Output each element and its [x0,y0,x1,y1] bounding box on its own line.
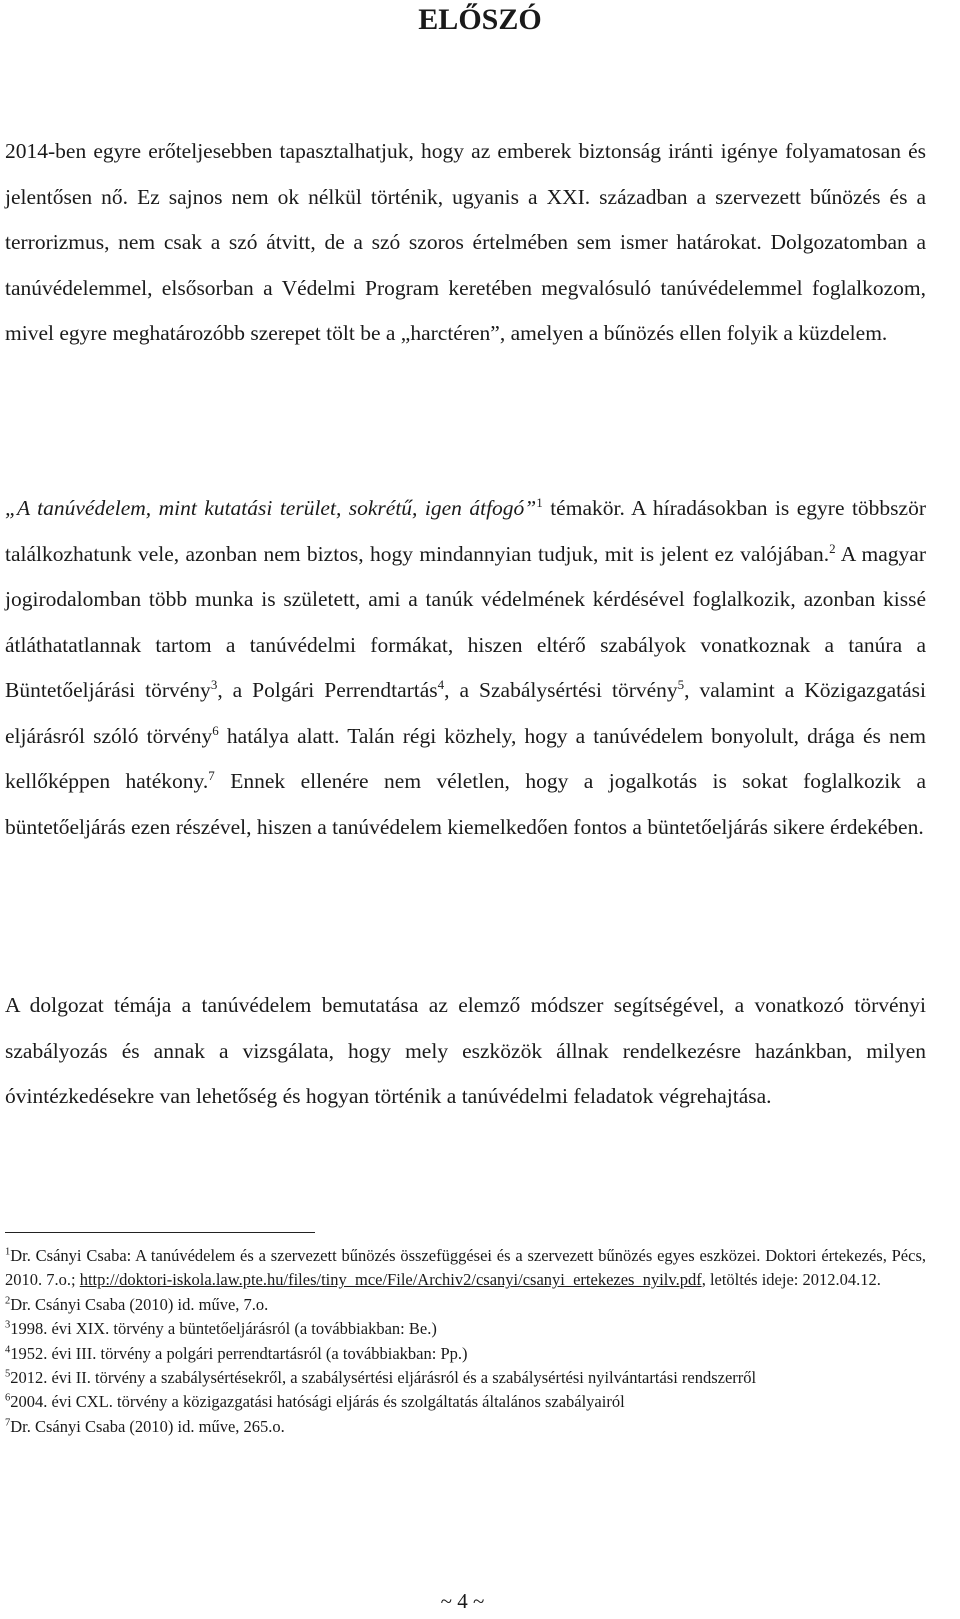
paragraph-intro: 2014-ben egyre erőteljesebben tapasztalhatjuk, hogy az emberek biztonság iránti igénye folyamatosan és jelentősen nő. Ez sajnos nem ok nélkül történik, ugyanis a XXI. században a szervezett bűnözés és a terrorizmus, nem csak a szó átvitt, de a szó szoros értelmében sem ismer határokat. Dolgozatomban a tanúvédelemmel, elsősorban a Védelmi Program keretében megvalósuló tanúvédelemmel foglalkozom, mivel egyre meghatározóbb szerepet tölt be a „harctéren”, amelyen a bűnözés ellen folyik a küzdelem. [5,139,926,345]
footnote-link[interactable]: http://doktori-iskola.law.pte.hu/files/tiny_mce/File/Archiv2/csanyi/csanyi_ertekezes_nyilv.pdf [79,1270,702,1290]
footnote-number: 3 [5,1319,11,1331]
footnote-ref-4[interactable]: 4 [437,676,445,692]
paragraph-text: , a Polgári Perrendtartás [217,678,438,702]
footnote-6 [5,1390,926,1414]
footnote-ref-1[interactable]: 1 [536,494,543,510]
quote-text: „A tanúvédelem, mint kutatási terület, sokrétű, igen átfogó” [5,496,537,520]
footnote-number: 6 [5,1392,11,1404]
footnote-ref-5[interactable]: 5 [677,676,685,692]
footnote-text: 1952. évi III. törvény a polgári perrendtartásról (a továbbiakban: Pp.) [10,1343,468,1363]
paragraph-text: , valamint a Közigazgatási eljárásról szóló törvény [5,678,926,748]
paragraph-text: , a Szabálysértési törvény [444,678,678,702]
footnote-number: 7 [5,1417,11,1429]
footnote-ref-6[interactable]: 6 [212,722,219,738]
footnote-ref-7[interactable]: 7 [208,767,215,783]
footnote-1 [5,1244,926,1293]
footnote-ref-3[interactable]: 3 [210,676,218,692]
page-title: ELŐSZÓ [418,3,542,36]
footnote-text: 2004. évi CXL. törvény a közigazgatási hatósági eljárás és szolgáltatás általános szabályairól [10,1392,625,1412]
footnote-number: 2 [5,1295,11,1307]
paragraph-text: témakör. A híradásokban is egyre többször találkozhatunk vele, azonban nem biztos, hogy mindannyian tudjuk, mit is jelent ez valójában. [5,496,926,566]
footnote-number: 4 [5,1344,11,1356]
footnote-text: 2012. évi II. törvény a szabálysértésekről, a szabálysértési eljárásról és a szabálysértési nyilvántartási rendszerről [10,1368,757,1388]
footnote-2 [5,1293,926,1317]
footnote-7 [5,1415,926,1439]
paragraph-text: A magyar jogirodalomban több munka is született, ami a tanúk védelmének kérdésével foglalkozik, azonban kissé átláthatatlannak tartom a tanúvédelmi formákat, hiszen eltérő szabályok vonatkoznak a tanúra a Büntetőeljárási törvény [5,541,926,702]
footnote-text: , letöltés ideje: 2012.04.12. [701,1270,881,1290]
footnotes [5,1244,926,1439]
footnote-text: Dr. Csányi Csaba (2010) id. műve, 265.o. [10,1416,285,1436]
paragraph-aim: A dolgozat témája a tanúvédelem bemutatása az elemző módszer segítségével, a vonatkozó törvényi szabályozás és annak a vizsgálata, hogy mely eszközök állnak rendelkezésre hazánkban, milyen óvintézkedésekre van lehetőség és hogyan történik a tanúvédelmi feladatok végrehajtása. [5,993,926,1108]
footnote-5 [5,1366,926,1390]
footnote-text: Dr. Csányi Csaba (2010) id. műve, 7.o. [10,1294,269,1314]
footnote-text: Dr. Csányi Csaba: A tanúvédelem és a szervezett bűnözés összefüggései és a szervezett bűnözés egyes eszközei. Doktori értekezés, Pécs, 2010. 7.o.; [5,1246,926,1290]
paragraph-text: Ennek ellenére nem véletlen, hogy a jogalkotás is sokat foglalkozik a büntetőeljárás ezen részével, hiszen a tanúvédelem kiemelkedően fontos a büntetőeljárás sikere érdekében. [5,769,926,839]
footnote-divider [5,1232,315,1233]
footnote-text: 1998. évi XIX. törvény a büntetőeljárásról (a továbbiakban: Be.) [10,1319,437,1339]
page-number: ~ 4 ~ [440,1589,485,1613]
paragraph-topic [5,486,926,850]
footnote-ref-2[interactable]: 2 [829,540,836,556]
footnote-4 [5,1342,926,1366]
paragraph-text: hatálya alatt. Talán régi közhely, hogy a tanúvédelem bonyolult, drága és nem kellőképpen hatékony. [5,723,926,793]
footnote-3 [5,1317,926,1341]
footnote-number: 1 [5,1246,11,1258]
footnote-number: 5 [5,1368,11,1380]
